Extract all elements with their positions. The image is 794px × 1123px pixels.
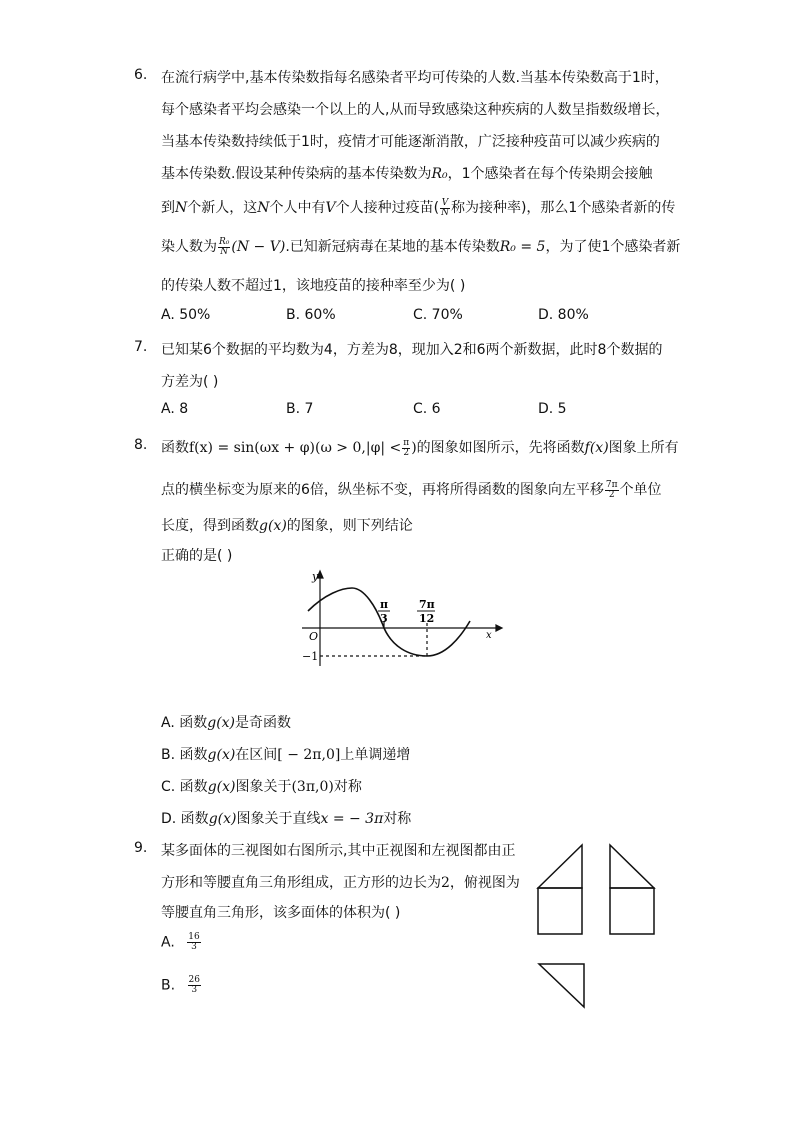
question-text-line: 正确的是( ) bbox=[161, 548, 233, 564]
question-text-line: 已知某6个数据的平均数为4，方差为8，现加入2和6两个新数据，此时8个数据的 bbox=[161, 342, 663, 358]
math-expression: 2 bbox=[441, 875, 450, 891]
option-letter: A. bbox=[161, 934, 175, 951]
answer-option-d[interactable]: D. 5 bbox=[538, 401, 567, 417]
question-text-line: 方差为( ) bbox=[161, 374, 219, 390]
question-text-line bbox=[161, 515, 413, 535]
math-expression: N bbox=[175, 200, 188, 216]
text-segment: 个新人，这 bbox=[187, 200, 258, 216]
fraction-denominator: N bbox=[441, 207, 449, 218]
text-segment: 基本传染数.假设某种传染病的基本传染数为 bbox=[161, 166, 432, 182]
question-text-line bbox=[161, 163, 653, 183]
answer-option-b[interactable]: B. 60% bbox=[286, 307, 336, 323]
question-text-line bbox=[161, 197, 675, 218]
text-segment: 图象关于直线 bbox=[236, 811, 321, 827]
math-expression: [ − 2π,0] bbox=[277, 747, 341, 763]
math-expression: f(x) bbox=[584, 440, 609, 456]
text-segment: 在区间 bbox=[235, 747, 278, 763]
sine-graph-figure bbox=[300, 566, 505, 672]
fraction bbox=[440, 199, 450, 218]
option-letter: B. bbox=[161, 977, 176, 994]
answer-option-c[interactable]: C. 70% bbox=[413, 307, 463, 323]
tick-label-pi-over-3-denominator: 3 bbox=[380, 612, 388, 625]
text-segment: 染人数为 bbox=[161, 239, 217, 255]
text-segment: 长度，得到函数 bbox=[161, 518, 259, 534]
math-expression: g(x) bbox=[207, 715, 236, 731]
question-number: 8. bbox=[134, 437, 148, 453]
math-expression: g(x) bbox=[259, 518, 287, 534]
math-expression: g(x) bbox=[207, 779, 236, 795]
front-view-square bbox=[538, 888, 582, 934]
text-segment: ，1个感染者在每个传染期会接触 bbox=[447, 166, 653, 182]
fraction-denominator: 2 bbox=[403, 447, 410, 458]
answer-option-c[interactable] bbox=[161, 776, 362, 796]
x-axis-label: x bbox=[486, 630, 492, 641]
answer-option-d[interactable] bbox=[161, 808, 411, 828]
question-number: 7. bbox=[134, 339, 148, 355]
question-number: 6. bbox=[134, 67, 148, 83]
text-segment: 方形和等腰直角三角形组成，正方形的边长为 bbox=[161, 875, 441, 891]
math-expression: N bbox=[257, 200, 270, 216]
text-segment: D. 函数 bbox=[161, 811, 209, 827]
tick-label-7pi-over-12-denominator: 12 bbox=[419, 612, 435, 625]
text-segment: ，俯视图为 bbox=[449, 875, 520, 891]
fraction-denominator: 3 bbox=[191, 942, 197, 952]
text-segment: 个人接种过疫苗( bbox=[335, 200, 440, 216]
question-text-line bbox=[161, 236, 680, 257]
side-view-triangle bbox=[610, 845, 654, 888]
math-expression: R₀ bbox=[431, 166, 448, 182]
text-segment: 上单调递增 bbox=[340, 747, 411, 763]
text-segment: 个单位 bbox=[619, 482, 662, 498]
tick-label-7pi-over-12-numerator: 7π bbox=[419, 598, 435, 611]
three-view-figure bbox=[532, 840, 662, 1012]
math-expression: g(x) bbox=[208, 811, 237, 827]
fraction bbox=[187, 933, 200, 952]
text-segment: 称为接种率)，那么1个感染者新的传 bbox=[450, 200, 676, 216]
answer-option-a[interactable] bbox=[161, 933, 202, 952]
text-segment: 是奇函数 bbox=[235, 715, 292, 731]
text-segment: 的图象，则下列结论 bbox=[286, 518, 413, 534]
fraction-numerator: V bbox=[441, 197, 449, 208]
question-text-line bbox=[161, 437, 679, 458]
text-segment: A. 函数 bbox=[161, 715, 208, 731]
text-segment: 图象关于 bbox=[235, 779, 292, 795]
x-axis-arrow-icon bbox=[496, 625, 502, 631]
question-text-line: 的传染人数不超过1，该地疫苗的接种率至少为( ) bbox=[161, 278, 466, 294]
question-number: 9. bbox=[134, 840, 148, 856]
question-text-line: 等腰直角三角形，该多面体的体积为( ) bbox=[161, 905, 401, 921]
question-text-line bbox=[161, 479, 662, 500]
side-view-square bbox=[610, 888, 654, 934]
y-axis-label: y bbox=[312, 570, 319, 583]
text-segment: C. 函数 bbox=[161, 779, 208, 795]
math-expression: (3π,0) bbox=[291, 779, 334, 795]
text-segment: B. 函数 bbox=[161, 747, 208, 763]
question-text-line: 当基本传染数持续低于1时，疫情才可能逐渐消散，广泛接种疫苗可以减少疾病的 bbox=[161, 134, 660, 150]
answer-option-c[interactable]: C. 6 bbox=[413, 401, 441, 417]
answer-option-b[interactable] bbox=[161, 744, 410, 764]
front-view-triangle bbox=[538, 845, 582, 888]
fraction-denominator: 2 bbox=[608, 489, 615, 500]
math-expression: ) bbox=[411, 440, 417, 456]
fraction-numerator: 7π bbox=[605, 479, 618, 490]
fraction-numerator: π bbox=[403, 437, 410, 448]
math-expression: V bbox=[325, 200, 336, 216]
text-segment: 的图象如图所示，先将函数 bbox=[416, 440, 585, 456]
text-segment: 点的横坐标变为原来的6倍，纵坐标不变，再将所得函数的图象向左平移 bbox=[161, 482, 604, 498]
answer-option-b[interactable]: B. 7 bbox=[286, 401, 314, 417]
fraction bbox=[188, 976, 201, 995]
answer-option-a[interactable]: A. 50% bbox=[161, 307, 211, 323]
question-text-line: 某多面体的三视图如右图所示,其中正视图和左视图都由正 bbox=[161, 843, 516, 859]
math-expression: x = − 3π bbox=[320, 811, 384, 827]
fraction-numerator: 26 bbox=[188, 975, 200, 985]
top-view-triangle bbox=[539, 964, 584, 1007]
text-segment: 对称 bbox=[333, 779, 362, 795]
text-segment: 函数 bbox=[161, 440, 189, 456]
answer-option-d[interactable]: D. 80% bbox=[538, 307, 589, 323]
fraction bbox=[218, 238, 230, 257]
question-text-line: 每个感染者平均会感染一个以上的人,从而导致感染这种疾病的人数呈指数级增长， bbox=[161, 102, 670, 118]
sine-curve bbox=[308, 588, 470, 656]
question-text-line bbox=[161, 872, 520, 892]
question-text-line: 在流行病学中,基本传染数指每名感染者平均可传染的人数.当基本传染数高于1时， bbox=[161, 70, 669, 86]
fraction-numerator: R₀ bbox=[219, 236, 230, 247]
fraction bbox=[402, 439, 410, 458]
text-segment: ，为了使1个感染者新 bbox=[545, 239, 681, 255]
text-segment: 个人中有 bbox=[269, 200, 326, 216]
fraction bbox=[605, 481, 619, 500]
answer-option-a[interactable]: A. 8 bbox=[161, 401, 189, 417]
text-segment: 对称 bbox=[383, 811, 412, 827]
fraction-denominator: 3 bbox=[191, 985, 198, 995]
origin-label: O bbox=[309, 630, 319, 643]
text-segment: 到 bbox=[161, 200, 175, 216]
math-expression: g(x) bbox=[207, 747, 236, 763]
fraction-denominator: N bbox=[220, 246, 229, 257]
answer-option-a[interactable] bbox=[161, 712, 291, 732]
math-expression: f(x) = sin(ωx + φ)(ω > 0,|φ| < bbox=[189, 440, 402, 456]
minus-one-label: −1 bbox=[302, 650, 319, 663]
tick-label-pi-over-3-numerator: π bbox=[380, 598, 389, 611]
fraction-numerator: 16 bbox=[188, 932, 200, 942]
text-segment: 图象上所有 bbox=[608, 440, 679, 456]
answer-option-b[interactable] bbox=[161, 976, 202, 995]
math-expression: (N − V) bbox=[231, 239, 286, 255]
text-segment: .已知新冠病毒在某地的基本传染数 bbox=[285, 239, 500, 255]
math-expression: R₀ = 5 bbox=[499, 239, 546, 255]
